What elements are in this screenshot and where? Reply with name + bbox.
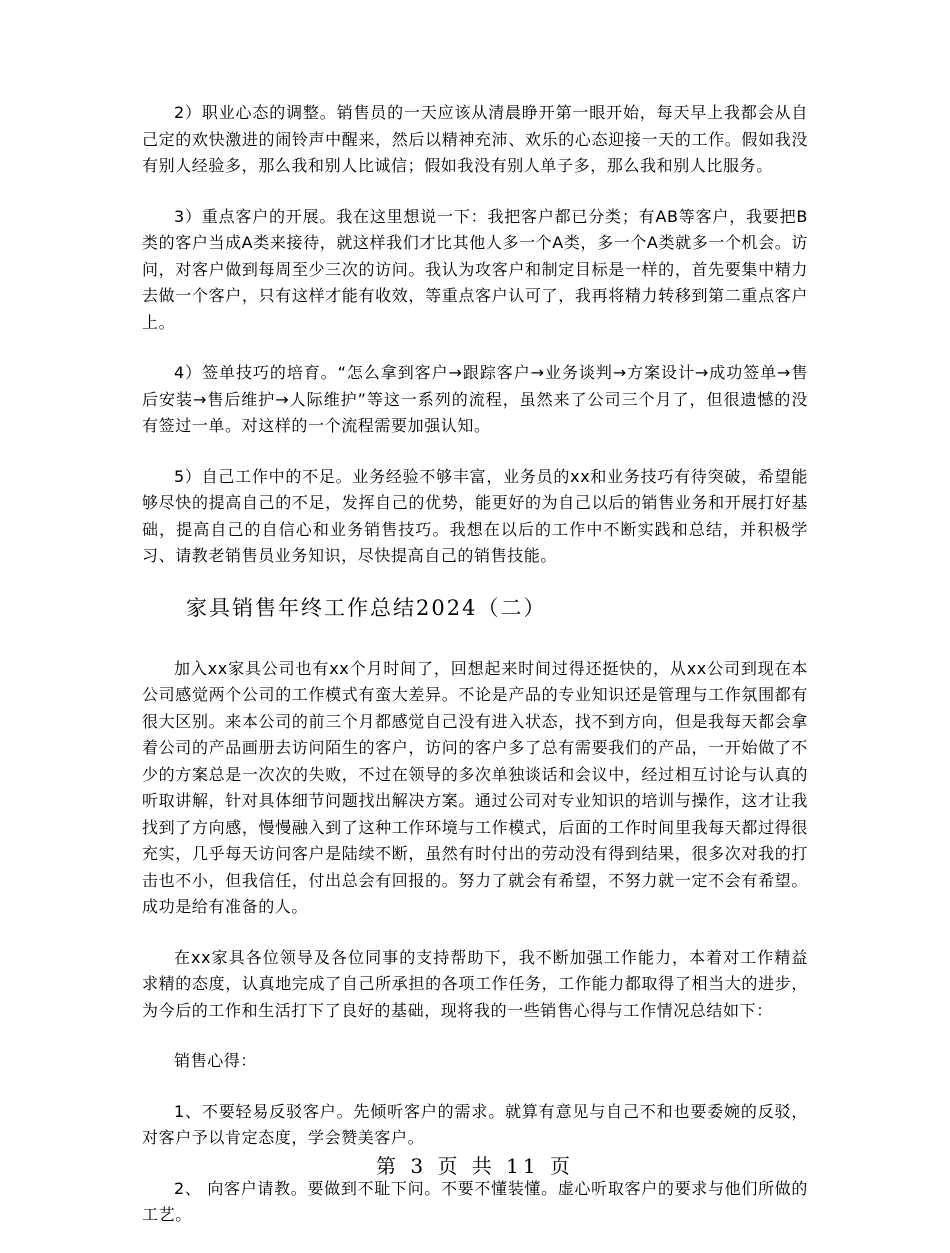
paragraph-insight-2: 2、 向客户请教。要做到不耻下问。不要不懂装懂。虚心听取客户的要求与他们所做的工艺。	[142, 1178, 808, 1224]
paragraph-career-mindset: 2）职业心态的调整。销售员的一天应该从清晨睁开第一眼开始，每天早上我都会从自己定的欢快激进的闹铃声中醒来，然后以精神充沛、欢乐的心态迎接一天的工作。假如我没有别人经验多，那么我和别人比诚信；假如我没有别人单子多，那么我和别人比服务。	[142, 103, 808, 175]
paragraph-insight-1: 1、不要轻易反驳客户。先倾听客户的需求。就算有意见与自己不和也要委婉的反驳，对客户予以肯定态度，学会赞美客户。	[142, 1101, 808, 1147]
section-title: 家具销售年终工作总结2024（二）	[186, 595, 547, 620]
page-number-footer: 第 3 页 共 11 页	[376, 1154, 574, 1178]
paragraph-shortcomings: 5）自己工作中的不足。业务经验不够丰富，业务员的xx和业务技巧有待突破，希望能够尽快的提高自己的不足，发挥自己的优势，能更好的为自己以后的销售业务和开展打好基础，提高自己的自信心和业务销售技巧。我想在以后的工作中不断实践和总结，并积极学习、请教老销售员业务知识，尽快提高自己的销售技能。	[142, 466, 808, 565]
paragraph-sales-insights-heading: 销售心得：	[174, 1051, 258, 1070]
paragraph-key-clients: 3）重点客户的开展。我在这里想说一下：我把客户都已分类；有AB等客户，我要把B类的客户当成A类来接待，就这样我们才比其他人多一个A类，多一个A类就多一个机会。访问，对客户做到每周至少三次的访问。我认为攻客户和制定目标是一样的，首先要集中精力去做一个客户，只有这样才能有收效，等重点客户认可了，我再将精力转移到第二重点客户上。	[142, 206, 808, 332]
document-body	[142, 100, 808, 1253]
paragraph-signing-skills: 4）签单技巧的培育。“怎么拿到客户→跟踪客户→业务谈判→方案设计→成功签单→售后安装→售后维护→人际维护”等这一系列的流程，虽然来了公司三个月了，但很遗憾的没有签过一单。对这样的一个流程需要加强认知。	[142, 363, 808, 435]
paragraph-support: 在xx家具各位领导及各位同事的支持帮助下，我不断加强工作能力，本着对工作精益求精的态度，认真地完成了自己所承担的各项工作任务，工作能力都取得了相当大的进步，为今后的工作和生活打下了良好的基础，现将我的一些销售心得与工作情况总结如下：	[142, 947, 808, 1020]
paragraph-intro: 加入xx家具公司也有xx个月时间了，回想起来时间过得还挺快的，从xx公司到现在本公司感觉两个公司的工作模式有蛮大差异。不论是产品的专业知识还是管理与工作氛围都有很大区别。来本公司的前三个月都感觉自己没有进入状态，找不到方向，但是我每天都会拿着公司的产品画册去访问陌生的客户，访问的客户多了总有需要我们的产品，一开始做了不少的方案总是一次次的失败，不过在领导的多次单独谈话和会议中，经过相互讨论与认真的听取讲解，针对具体细节问题找出解决方案。通过公司对专业知识的培训与操作，这才让我找到了方向感，慢慢融入到了这种工作环境与工作模式，后面的工作时间里我每天都过得很充实，几乎每天访问客户是陆续不断，虽然有时付出的劳动没有得到结果，很多次对我的打击也不小，但我信任，付出总会有回报的。努力了就会有希望，不努力就一定不会有希望。成功是给有准备的人。	[142, 658, 808, 916]
